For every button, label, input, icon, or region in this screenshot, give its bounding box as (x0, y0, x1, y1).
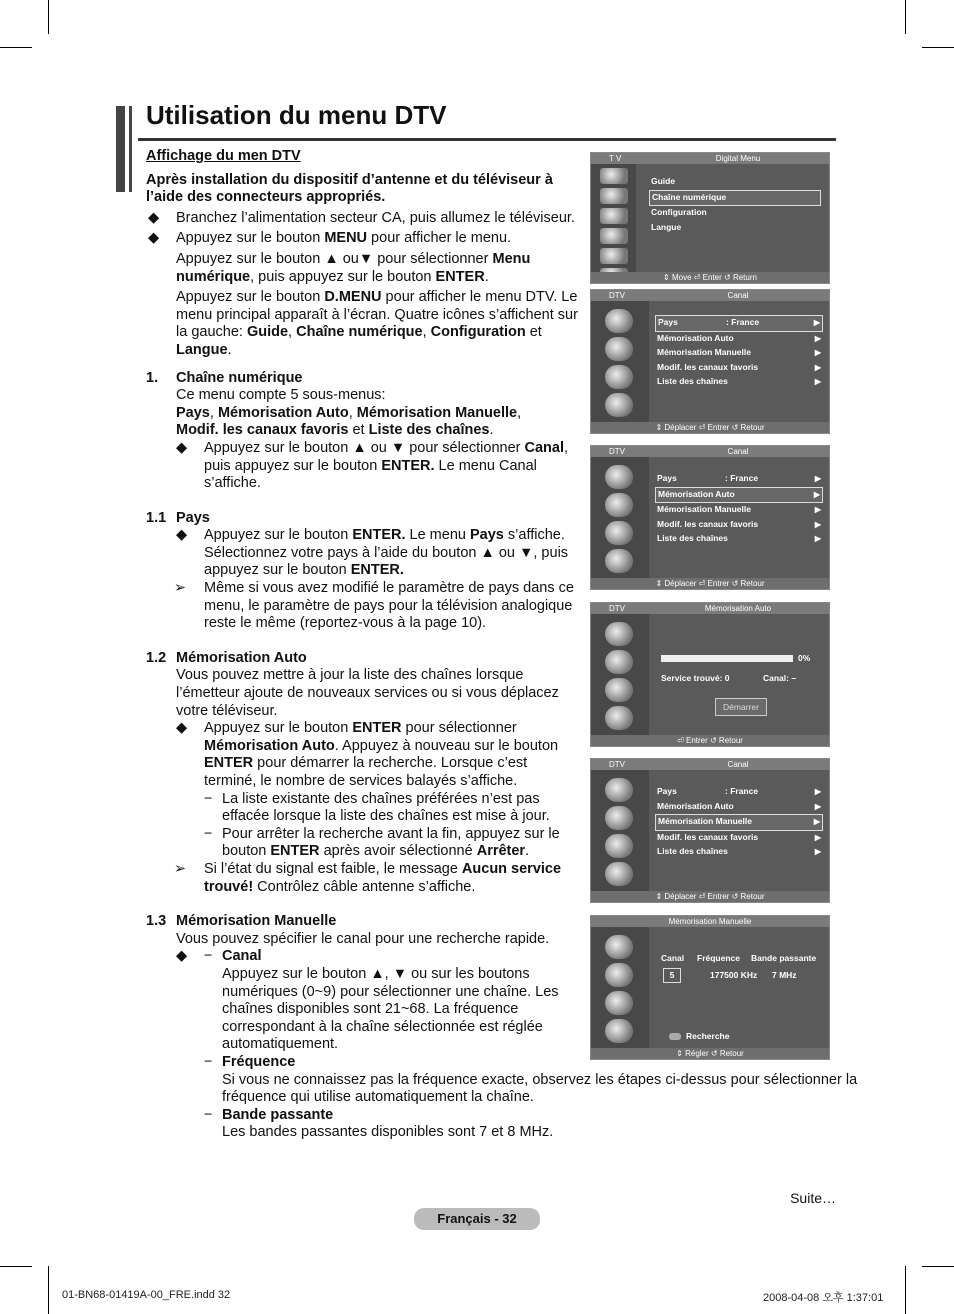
antenna-icon (605, 622, 633, 646)
crop-mark (905, 0, 906, 34)
file-slug: 01-BN68-01419A-00_FRE.indd 32 (62, 1289, 231, 1301)
crop-mark (922, 47, 954, 48)
diamond-icon: ◆ (148, 230, 160, 247)
progress-bar (661, 655, 793, 662)
bullet: ◆ Appuyez sur le bouton ENTER pour sélectionner Mémorisation Auto. Appuyez à nouveau sur le bouton ENTER pour démarrer la recherche. Lorsque c’est terminé, le nombre de services balayés s’affiche. (176, 720, 559, 789)
note-arrow-icon: ➢ (174, 860, 187, 877)
dash-item: − La liste existante des chaînes préférées n’est pas effacée lorsque la liste des chaînes est mise à jour. (204, 790, 550, 825)
channel-field: 5 (663, 968, 681, 983)
tv-icon (600, 168, 628, 184)
paragraph: Vous pouvez mettre à jour la liste des chaînes lorsque l’émetteur ajoute de nouveaux services ou si vous déplacez votre téléviseur. (176, 667, 559, 719)
subsection-title: 1.2 Mémorisation Auto (146, 649, 307, 666)
note: ➢ Même si vous avez modifié le paramètre de pays dans ce menu, le paramètre de pays pour la télévision analogique reste le même (reportez-vous à la page 10). (174, 580, 574, 632)
subsection-title: 1.1 Pays (146, 509, 210, 526)
screen-canal-pays: DTV Canal Pays : France ▶ Mémorisation Auto ▶ Mémorisation Manuelle ▶ Modif. les canaux favoris ▶ Liste des chaînes ▶ ⇕ Déplacer ⏎ Entrer ↺ Retour (590, 289, 830, 434)
bullet: ◆ Branchez l’alimentation secteur CA, puis allumez le téléviseur. (148, 209, 575, 226)
page-number: Français - 32 (414, 1208, 540, 1230)
title-accent-line (125, 106, 129, 192)
gear-icon (605, 365, 633, 389)
antenna-icon (605, 935, 633, 959)
dash-item: ◆ − Canal Appuyez sur le bouton ▲, ▼ ou sur les boutons numériques (0~9) pour sélectionner une chaîne. Les chaînes disponibles sont 21~68. La fréquence correspondant à la chaîne sélectionnée est réglée automatiquement. (176, 948, 559, 1053)
diamond-icon: ◆ (176, 439, 188, 456)
satellite-icon (605, 806, 633, 830)
title-accent (116, 106, 132, 192)
satellite-icon (605, 493, 633, 517)
dash-item: − Bande passante Les bandes passantes disponibles sont 7 et 8 MHz. (204, 1106, 554, 1141)
subsection-title: 1. Chaîne numérique (146, 369, 303, 386)
dash-item: − Fréquence Si vous ne connaissez pas la fréquence exacte, observez les étapes ci-dessus pour sélectionner la fréquence qui utilise automatiquement la chaîne. (204, 1053, 858, 1106)
crop-mark (48, 0, 49, 34)
input-icon (605, 1019, 633, 1043)
crop-mark (905, 1266, 906, 1314)
input-icon (605, 862, 633, 886)
input-icon (605, 706, 633, 730)
gear-icon (605, 521, 633, 545)
gear-icon (605, 991, 633, 1015)
crop-mark (48, 1266, 49, 1314)
crop-mark (0, 1266, 32, 1267)
diamond-icon: ◆ (176, 720, 188, 737)
crop-mark (922, 1266, 954, 1267)
satellite-icon (605, 337, 633, 361)
search-button-icon (669, 1033, 681, 1040)
bullet: ◆ Appuyez sur le bouton ENTER. Le menu Pays s’affiche. Sélectionnez votre pays à l’aide du bouton ▲ ou ▼, puis appuyez sur le bouton ENTER. (176, 527, 569, 579)
paragraph: Appuyez sur le bouton D.MENU pour afficher le menu DTV. Le menu principal apparaît à l’écran. Quatre icônes s’affichent sur la gauche: Guide, Chaîne numérique, Configuration et Langue. (176, 289, 578, 358)
input-icon (605, 549, 633, 573)
diamond-icon: ◆ (176, 948, 188, 965)
screen-canal-manuelle: DTV Canal Pays : France ▶ Mémorisation Auto ▶ Mémorisation Manuelle ▶ Modif. les canaux favoris ▶ Liste des chaînes ▶ ⇕ Déplacer ⏎ Entrer ↺ Retour (590, 758, 830, 903)
diamond-icon: ◆ (176, 527, 188, 544)
bullet: ◆ Appuyez sur le bouton ▲ ou ▼ pour sélectionner Canal, puis appuyez sur le bouton ENTER. Le menu Canal s’affiche. (176, 439, 569, 492)
screen-memorisation-manuelle: Mémorisation Manuelle Canal Fréquence Bande passante 5 177500 KHz 7 MHz Recherche ⇕ Régler ↺ Retour (590, 915, 830, 1060)
note: ➢ Si l’état du signal est faible, le message Aucun service trouvé! Contrôlez câble antenne s’affiche. (174, 860, 562, 895)
satellite-icon (605, 650, 633, 674)
setup-icon (600, 228, 628, 244)
antenna-icon (605, 309, 633, 333)
input-icon (600, 248, 628, 264)
antenna-icon (605, 465, 633, 489)
channel-icon (600, 188, 628, 204)
subsection-title: 1.3 Mémorisation Manuelle (146, 913, 337, 930)
gear-icon (605, 834, 633, 858)
page-title: Utilisation du menu DTV (146, 100, 447, 130)
start-button: Démarrer (715, 698, 767, 716)
screen-digital-menu: T V Digital Menu Guide Chaîne numérique Configuration Langue ⇕ Move ⏎ Enter ↺ Return (590, 152, 830, 284)
input-icon (605, 393, 633, 417)
screen-canal-auto: DTV Canal Pays : France ▶ Mémorisation Auto ▶ Mémorisation Manuelle ▶ Modif. les canaux favoris ▶ Liste des chaînes ▶ ⇕ Déplacer ⏎ Entrer ↺ Retour (590, 445, 830, 590)
paragraph: Ce menu compte 5 sous-menus: Pays, Mémorisation Auto, Mémorisation Manuelle, Modif. les canaux favoris et Liste des chaînes. (176, 387, 522, 439)
title-rule (138, 138, 836, 141)
gear-icon (605, 678, 633, 702)
continued-label: Suite… (790, 1190, 836, 1206)
diamond-icon: ◆ (148, 209, 160, 226)
date-slug: 2008-04-08 오후 1:37:01 (763, 1292, 884, 1304)
satellite-icon (605, 963, 633, 987)
paragraph: Appuyez sur le bouton ▲ ou▼ pour sélectionner Menu numérique, puis appuyez sur le bouton ENTER. (176, 250, 531, 285)
paragraph: Vous pouvez spécifier le canal pour une recherche rapide. (176, 930, 550, 947)
section-heading: Affichage du men DTV (146, 148, 301, 164)
dash-item: − Pour arrêter la recherche avant la fin, appuyez sur le bouton ENTER après avoir sélectionné Arrêter. (204, 825, 560, 860)
bullet: ◆ Appuyez sur le bouton MENU pour afficher le menu. (148, 230, 512, 247)
screen-memorisation-auto: DTV Mémorisation Auto 0% Service trouvé: 0 Canal: – Démarrer ⏎ Entrer ↺ Retour (590, 602, 830, 747)
antenna-icon (605, 778, 633, 802)
note-arrow-icon: ➢ (174, 580, 187, 597)
picture-icon (600, 208, 628, 224)
intro: Après installation du dispositif d’antenne et du téléviseur à l’aide des connecteurs appropriés. (146, 171, 553, 206)
crop-mark (0, 47, 32, 48)
